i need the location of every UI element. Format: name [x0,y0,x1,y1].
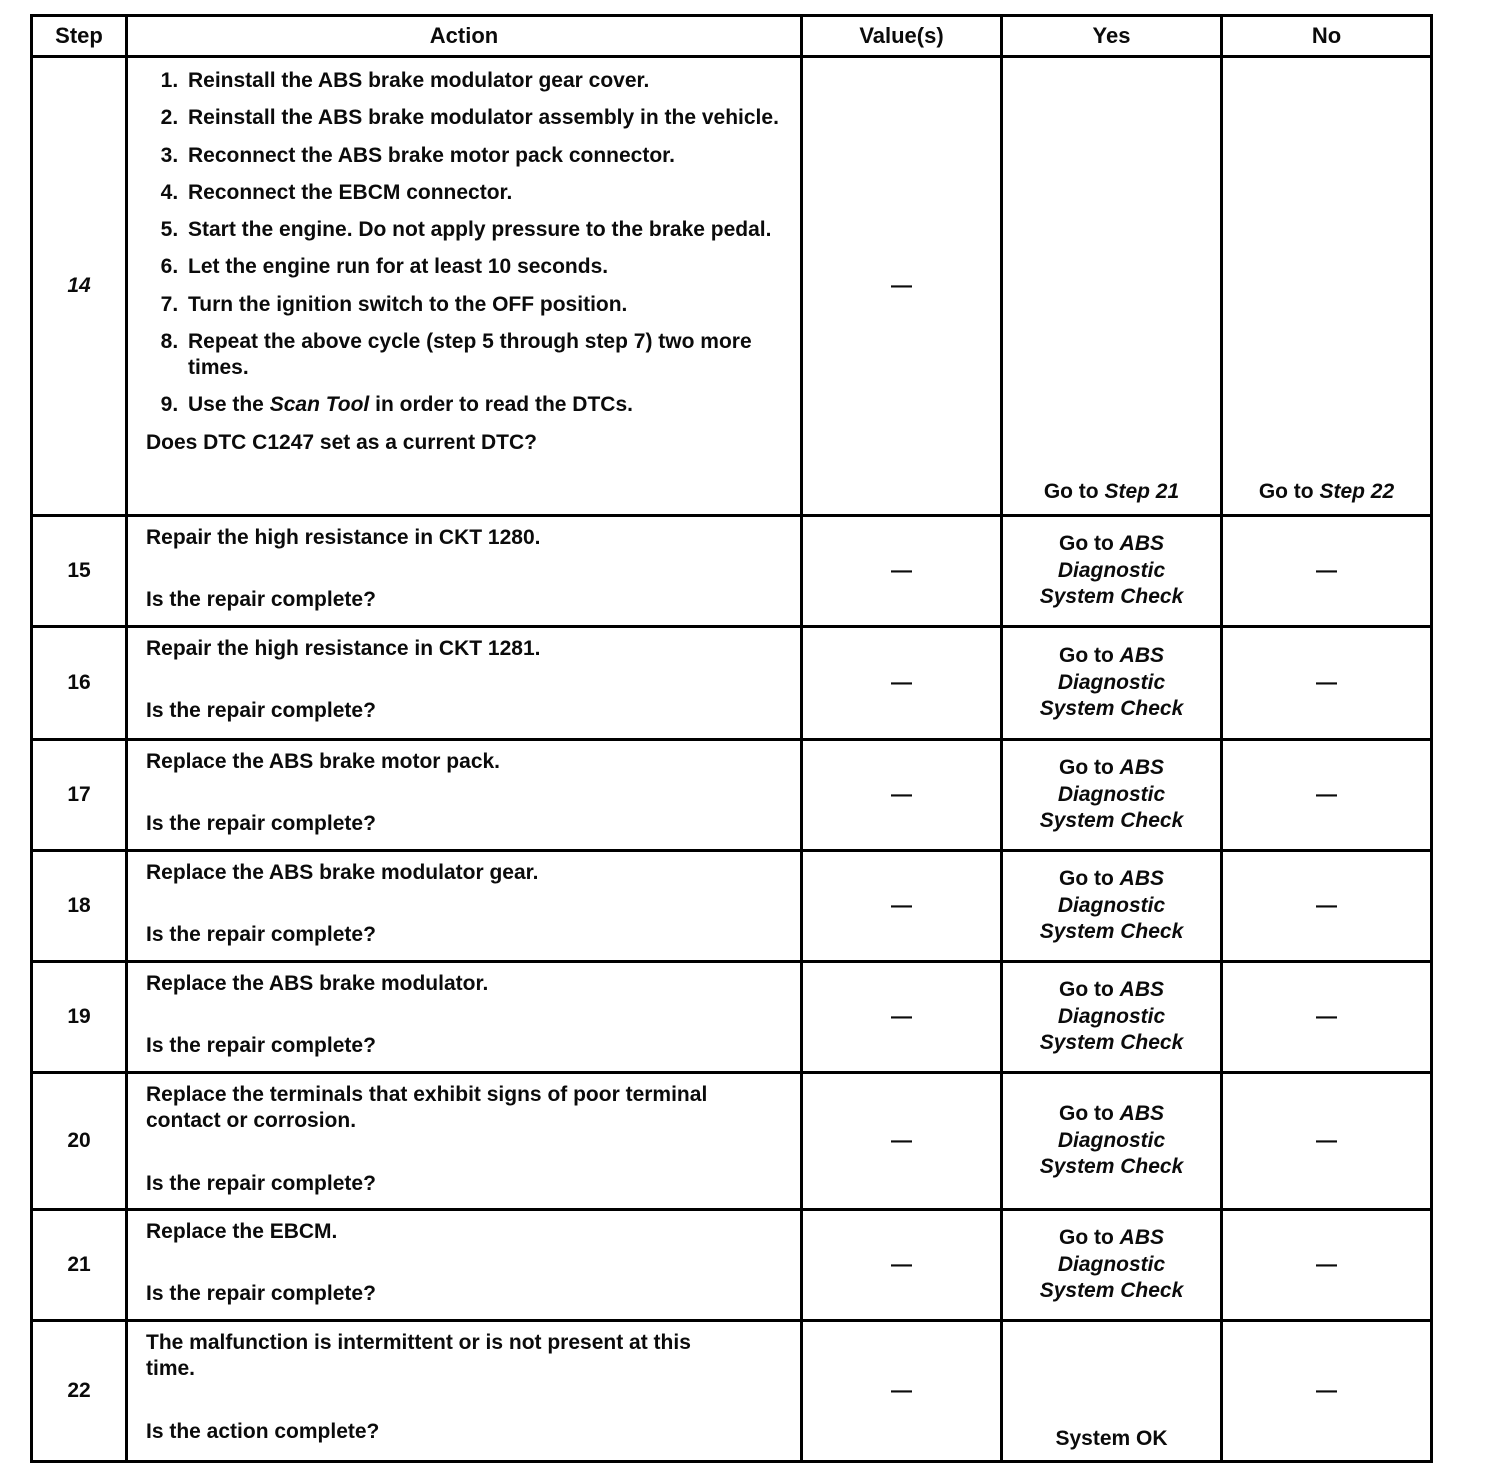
yes-cell [1002,851,1222,962]
value-cell: — [802,1210,1002,1321]
question-text: Is the action complete? [146,1419,380,1443]
goto-text [1023,866,1201,946]
col-header-no: No [1222,16,1432,57]
value-cell: — [802,57,1002,516]
goto-text [1023,479,1201,506]
goto-text [1023,1225,1201,1305]
action-item-text: in order to read the DTCs. [369,393,633,417]
question-text: Is the repair complete? [146,812,376,836]
yes-cell [1002,516,1222,627]
yes-cell [1002,740,1222,851]
goto-text [1023,643,1201,723]
value-cell: — [802,962,1002,1073]
table-row [32,1321,1432,1462]
step-cell: 17 [32,740,127,851]
no-cell: — [1222,627,1432,740]
goto-prefix: Go to [1059,1102,1120,1126]
question-text: Does DTC C1247 set as a current DTC? [146,430,537,454]
value-cell: — [802,516,1002,627]
goto-target: ABS Diagnostic System Check [1039,644,1184,721]
action-item: 5. Start the engine. Do not apply pressure to the brake pedal. [184,217,784,243]
goto-target: Step 21 [1104,480,1180,504]
value-cell: — [802,851,1002,962]
value-cell: — [802,740,1002,851]
yes-cell [1002,1210,1222,1321]
diagnostic-table [30,14,1433,1463]
step-cell: 21 [32,1210,127,1321]
yes-cell [1002,962,1222,1073]
action-item: 2. Reinstall the ABS brake modulator assembly in the vehicle. [184,105,784,131]
no-cell: — [1222,1210,1432,1321]
question-text: Is the repair complete? [146,1282,376,1306]
col-header-yes: Yes [1002,16,1222,57]
goto-prefix: Go to [1059,867,1120,891]
step-cell: 20 [32,1073,127,1210]
no-cell: — [1222,1321,1432,1462]
table-row [32,516,1432,627]
table-row [32,57,1432,516]
no-cell [1222,57,1432,516]
goto-target: Step 22 [1319,480,1395,504]
goto-target: ABS Diagnostic System Check [1039,867,1184,944]
yes-cell [1002,1073,1222,1210]
action-text: Repair the high resistance in CKT 1280. [146,526,541,549]
action-item: 6. Let the engine run for at least 10 seconds. [184,254,784,280]
yes-cell [1002,627,1222,740]
col-header-step: Step [32,16,127,57]
header-row [32,16,1432,57]
action-cell [127,851,802,962]
yes-cell [1002,57,1222,516]
no-cell: — [1222,962,1432,1073]
scan-tool-italic: Scan Tool [269,393,370,417]
action-item: 3. Reconnect the ABS brake motor pack connector. [184,143,784,169]
goto-prefix: Go to [1059,644,1120,668]
question-text: Is the repair complete? [146,923,376,947]
question-text: Is the repair complete? [146,588,376,612]
no-cell: — [1222,740,1432,851]
goto-text [1023,1101,1201,1181]
step-cell: 19 [32,962,127,1073]
action-text: Replace the EBCM. [146,1220,338,1243]
goto-target: ABS Diagnostic System Check [1039,1102,1184,1179]
goto-target: ABS Diagnostic System Check [1039,1226,1184,1303]
action-text: Replace the ABS brake motor pack. [146,750,501,773]
action-item: 7. Turn the ignition switch to the OFF position. [184,292,784,318]
table-row [32,1210,1432,1321]
value-cell: — [802,1073,1002,1210]
question-text: Is the repair complete? [146,1171,376,1195]
table-row [32,1073,1432,1210]
goto-target: ABS Diagnostic System Check [1039,756,1184,833]
col-header-values: Value(s) [802,16,1002,57]
step-cell: 16 [32,627,127,740]
no-cell: — [1222,851,1432,962]
action-cell [127,57,802,516]
action-item [184,392,784,418]
action-cell [127,1210,802,1321]
table-row [32,740,1432,851]
action-text: Replace the terminals that exhibit signs of poor terminal contact or corrosion. [146,1083,708,1133]
no-cell: — [1222,516,1432,627]
step-cell: 15 [32,516,127,627]
yes-cell: System OK [1002,1321,1222,1462]
step-cell: 22 [32,1321,127,1462]
action-item: 1. Reinstall the ABS brake modulator gear cover. [184,68,784,94]
action-text: Replace the ABS brake modulator gear. [146,861,539,884]
goto-prefix: Go to [1059,1226,1120,1250]
table-row [32,627,1432,740]
question-text: Is the repair complete? [146,1034,376,1058]
step-cell: 18 [32,851,127,962]
goto-prefix: Go to [1043,480,1105,504]
action-item: 4. Reconnect the EBCM connector. [184,180,784,206]
action-cell [127,1073,802,1210]
question-text: Is the repair complete? [146,699,376,723]
action-item: 8. Repeat the above cycle (step 5 through step 7) two more times. [184,329,784,382]
value-cell: — [802,627,1002,740]
goto-prefix: Go to [1258,480,1320,504]
action-text: Replace the ABS brake modulator. [146,972,489,995]
action-list [146,68,784,419]
action-item-text: Use the [188,393,270,417]
action-cell [127,627,802,740]
action-cell [127,740,802,851]
col-header-action: Action [127,16,802,57]
goto-text [1023,977,1201,1057]
goto-text [1238,479,1416,506]
value-cell: — [802,1321,1002,1462]
goto-target: ABS Diagnostic System Check [1039,978,1184,1055]
table-row [32,962,1432,1073]
action-cell [127,1321,802,1462]
goto-prefix: Go to [1059,978,1120,1002]
action-cell [127,962,802,1073]
goto-text [1023,531,1201,611]
action-text: The malfunction is intermittent or is not present at this time. [146,1331,691,1381]
goto-prefix: Go to [1059,532,1120,556]
goto-text [1023,755,1201,835]
no-cell: — [1222,1073,1432,1210]
action-cell [127,516,802,627]
table-row [32,851,1432,962]
goto-target: ABS Diagnostic System Check [1039,532,1184,609]
action-text: Repair the high resistance in CKT 1281. [146,637,541,660]
step-cell: 14 [32,57,127,516]
goto-prefix: Go to [1059,756,1120,780]
